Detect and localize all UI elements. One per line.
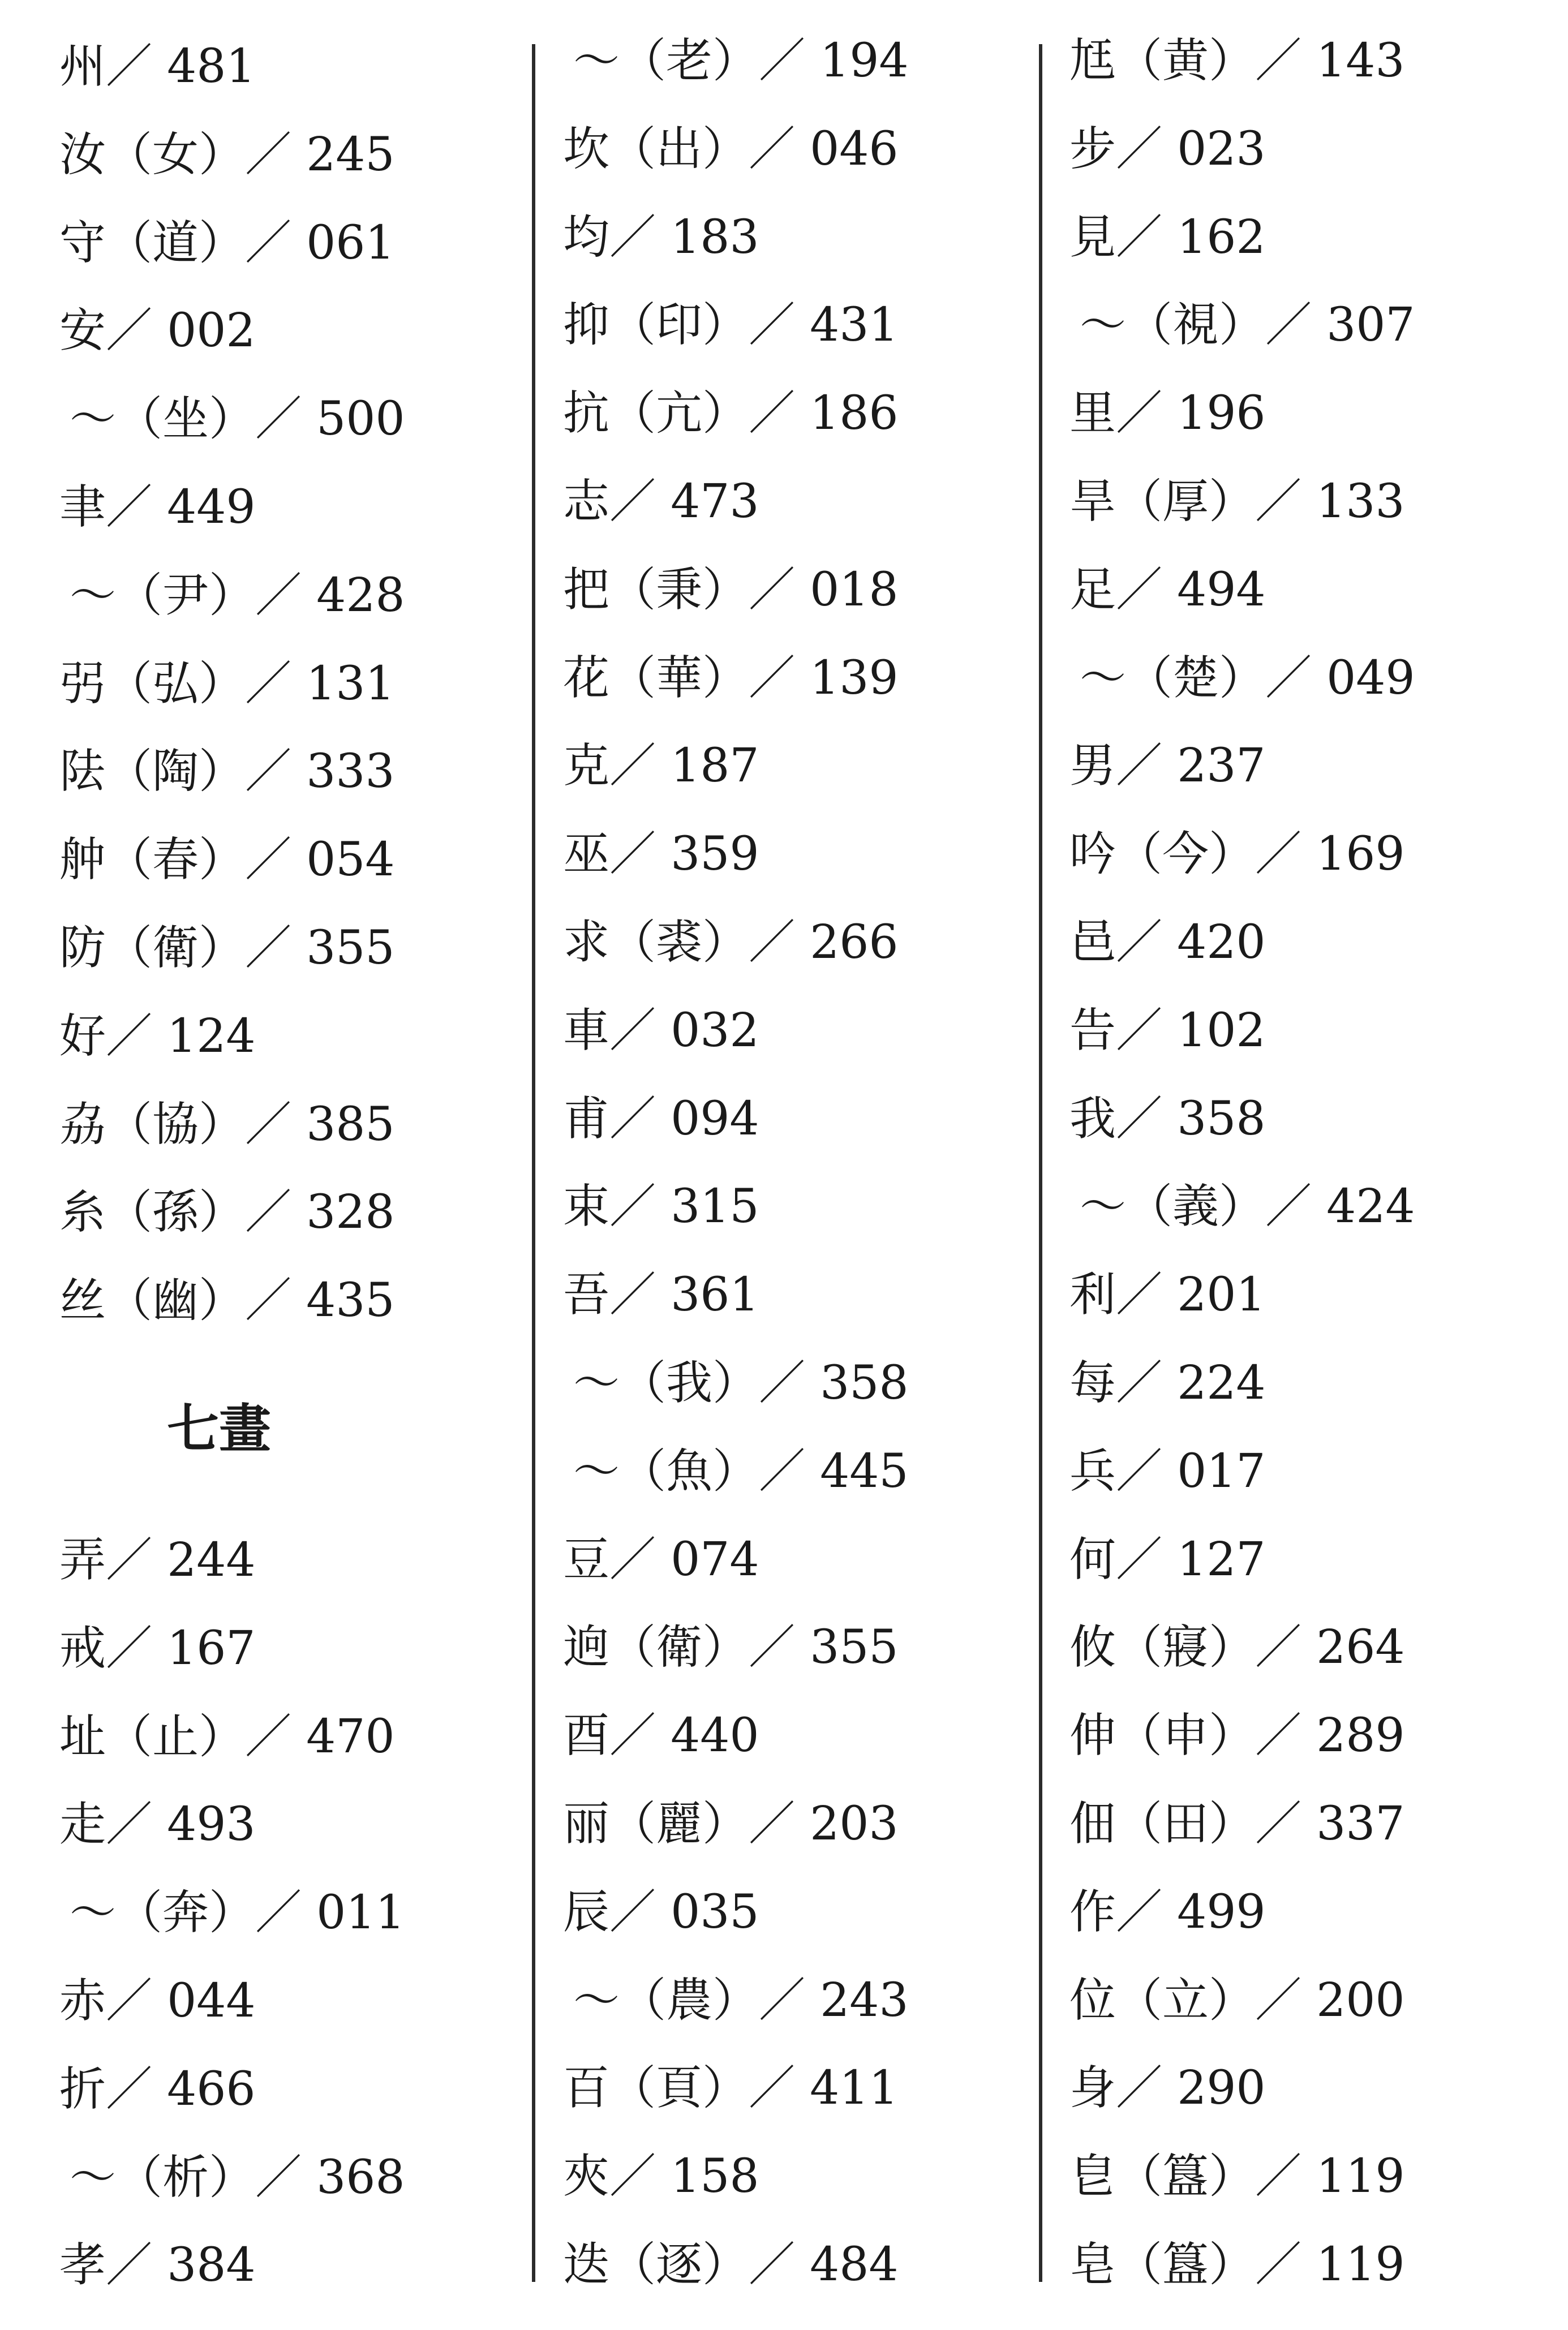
index-entry: 坎（出）／ 046 <box>563 122 899 176</box>
index-entry: 尪（黄）／ 143 <box>1069 34 1405 88</box>
index-entry: 足／ 494 <box>1069 562 1266 617</box>
index-entry: 利／ 201 <box>1069 1268 1266 1322</box>
index-entry: ～（老）／ 194 <box>573 34 909 88</box>
index-entry: 阹（陶）／ 333 <box>59 745 395 799</box>
index-entry: 吾／ 361 <box>563 1268 759 1322</box>
index-entry: 弄／ 244 <box>59 1533 256 1587</box>
index-entry: 戒／ 167 <box>59 1621 256 1675</box>
index-entry: 酉／ 440 <box>563 1709 759 1763</box>
index-entry: 抗（亢）／ 186 <box>563 386 899 441</box>
index-entry: 皂（簋）／ 119 <box>1069 2238 1405 2292</box>
index-entry: ～（坐）／ 500 <box>70 392 405 446</box>
index-entry: 兵／ 017 <box>1069 1444 1266 1498</box>
index-entry: 迭（逐）／ 484 <box>563 2238 899 2292</box>
index-entry: 汝（女）／ 245 <box>59 127 395 182</box>
index-entry: 州／ 481 <box>59 40 256 93</box>
index-entry: 步／ 023 <box>1069 122 1266 176</box>
index-entry: 我／ 358 <box>1069 1091 1266 1146</box>
index-entry: ～（農）／ 243 <box>573 1973 909 2027</box>
index-entry: 百（頁）／ 411 <box>563 2061 899 2116</box>
index-entry: 劦（協）／ 385 <box>59 1097 395 1151</box>
index-entry: 聿／ 449 <box>59 480 256 534</box>
index-entry: 旱（厚）／ 133 <box>1069 475 1405 528</box>
index-entry: 攸（寢）／ 264 <box>1069 1620 1405 1675</box>
index-entry: ～（析）／ 368 <box>70 2150 405 2204</box>
index-entry: 吟（今）／ 169 <box>1069 827 1405 882</box>
index-entry: ～（楚）／ 049 <box>1080 651 1415 705</box>
index-entry: 作／ 499 <box>1069 1885 1266 1939</box>
index-entry: 車／ 032 <box>563 1003 759 1057</box>
index-entry: 身／ 290 <box>1069 2061 1266 2116</box>
index-entry: 辰／ 035 <box>563 1885 759 1939</box>
index-entry: 把（秉）／ 018 <box>563 562 899 617</box>
index-entry: ～（我）／ 358 <box>573 1356 909 1410</box>
index-entry: 每／ 224 <box>1069 1356 1266 1410</box>
index-entry: ～（義）／ 424 <box>1080 1180 1415 1234</box>
index-entry: 豆／ 074 <box>563 1532 759 1587</box>
index-entry: 里／ 196 <box>1069 386 1266 441</box>
index-entry: 址（止）／ 470 <box>59 1709 395 1764</box>
index-entry: 告／ 102 <box>1069 1003 1266 1057</box>
index-entry: 甫／ 094 <box>563 1091 759 1146</box>
index-entry: 花（華）／ 139 <box>563 651 899 705</box>
index-entry: 逈（衛）／ 355 <box>563 1620 899 1675</box>
index-entry: 舯（春）／ 054 <box>59 833 395 887</box>
section-heading: 七畫 <box>167 1398 272 1459</box>
index-entry: 抑（印）／ 431 <box>563 298 899 352</box>
index-entry: 安／ 002 <box>59 304 256 358</box>
index-entry: 孝／ 384 <box>59 2238 256 2293</box>
index-entry: ～（奔）／ 011 <box>70 1886 405 1940</box>
index-entry: 伸（申）／ 289 <box>1069 1709 1405 1763</box>
index-entry: 好／ 124 <box>59 1009 256 1063</box>
index-entry: 均／ 183 <box>563 210 759 264</box>
index-entry: 巫／ 359 <box>563 827 759 882</box>
index-entry: 赤／ 044 <box>59 1974 256 2028</box>
index-entry: 邑／ 420 <box>1069 915 1266 969</box>
index-entry: ～（視）／ 307 <box>1080 298 1415 352</box>
index-entry: 折／ 466 <box>59 2062 256 2116</box>
index-entry: 糸（孫）／ 328 <box>59 1185 395 1240</box>
index-entry: 位（立）／ 200 <box>1069 1973 1405 2027</box>
index-entry: 束／ 315 <box>563 1180 759 1234</box>
index-entry: 男／ 237 <box>1069 739 1266 793</box>
column-divider-1 <box>532 44 535 2282</box>
index-entry: ～（魚）／ 445 <box>573 1444 909 1498</box>
index-entry: 夾／ 158 <box>563 2150 759 2204</box>
index-column-3 <box>1069 0 1567 2330</box>
column-divider-2 <box>1039 44 1042 2282</box>
index-column-1 <box>59 0 557 2330</box>
index-entry: 克／ 187 <box>563 739 759 793</box>
index-entry: 防（衛）／ 355 <box>59 921 395 975</box>
index-entry: 皀（簋）／ 119 <box>1069 2150 1405 2204</box>
index-entry: 志／ 473 <box>563 475 759 528</box>
index-column-2 <box>563 0 1061 2330</box>
index-entry: 佃（田）／ 337 <box>1069 1797 1405 1851</box>
index-entry: 何／ 127 <box>1069 1532 1266 1587</box>
index-entry: 丝（幽）／ 435 <box>59 1274 395 1328</box>
index-entry: 守（道）／ 061 <box>59 216 395 270</box>
index-entry: 走／ 493 <box>59 1798 256 1852</box>
index-entry: 見／ 162 <box>1069 210 1266 264</box>
index-entry: ～（尹）／ 428 <box>70 568 405 622</box>
index-entry: 丽（麗）／ 203 <box>563 1797 899 1851</box>
index-entry: 弜（弘）／ 131 <box>59 656 395 711</box>
index-entry: 求（裘）／ 266 <box>563 915 899 969</box>
